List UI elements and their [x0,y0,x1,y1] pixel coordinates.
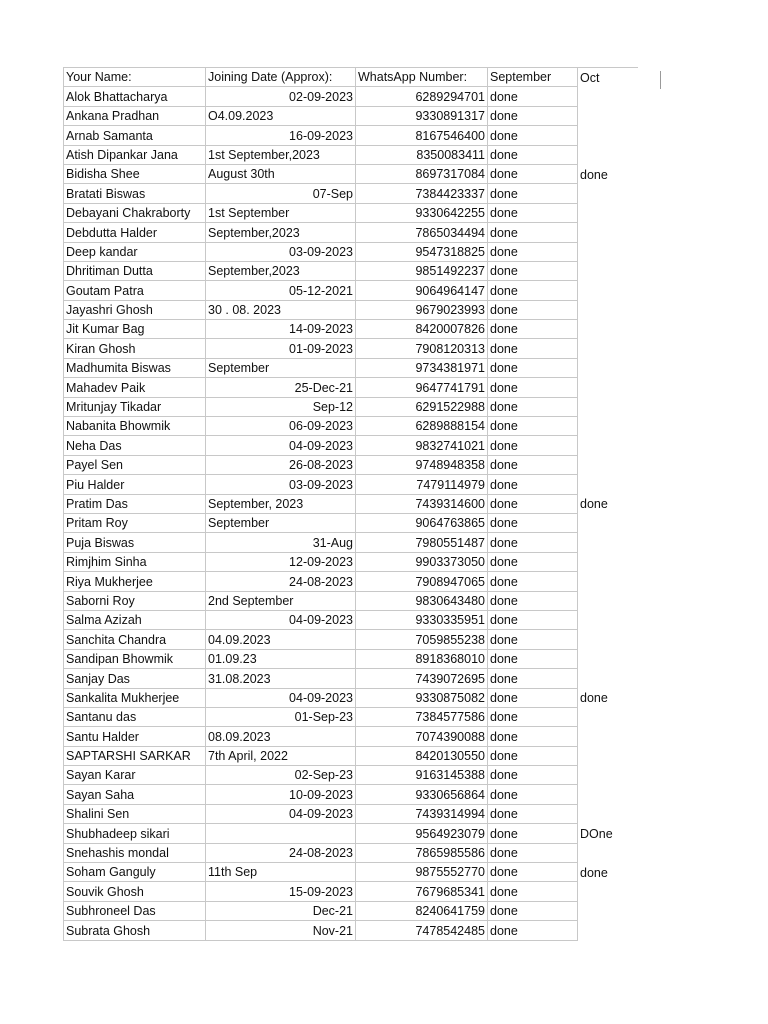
cell-september[interactable]: done [488,126,578,145]
cell-name[interactable]: Riya Mukherjee [64,572,206,591]
cell-september[interactable]: done [488,281,578,300]
cell-oct[interactable] [578,87,638,106]
cell-oct[interactable] [578,145,638,164]
cell-whatsapp-number[interactable]: 7074390088 [356,727,488,746]
cell-oct[interactable] [578,804,638,823]
cell-name[interactable]: Jit Kumar Bag [64,320,206,339]
cell-oct[interactable] [578,242,638,261]
cell-whatsapp-number[interactable]: 7439072695 [356,669,488,688]
cell-september[interactable]: done [488,378,578,397]
cell-september[interactable]: done [488,300,578,319]
table-row [64,455,638,474]
cell-whatsapp-number[interactable]: 7439314600 [356,494,488,513]
cell-september[interactable]: done [488,494,578,513]
cell-whatsapp-number[interactable]: 9547318825 [356,242,488,261]
cell-september[interactable]: done [488,901,578,920]
cell-oct[interactable] [578,707,638,726]
table-row [64,378,638,397]
cell-oct[interactable] [578,261,638,280]
cell-name[interactable]: Rimjhim Sinha [64,552,206,571]
table-row [64,223,638,242]
cell-oct[interactable] [578,843,638,862]
cell-whatsapp-number[interactable]: 8350083411 [356,145,488,164]
table-row [64,184,638,203]
cell-september[interactable]: done [488,87,578,106]
cell-joining-date[interactable]: 04-09-2023 [206,436,356,455]
cell-september[interactable]: done [488,223,578,242]
table-row [64,417,638,436]
cell-whatsapp-number[interactable]: 7059855238 [356,630,488,649]
text-cursor [660,71,661,89]
cell-joining-date[interactable]: September [206,513,356,532]
cell-september[interactable]: done [488,610,578,629]
table-row [64,630,638,649]
cell-name[interactable]: Santu Halder [64,727,206,746]
cell-september[interactable]: done [488,630,578,649]
cell-joining-date[interactable]: Dec-21 [206,901,356,920]
sheet-body [64,68,638,941]
cell-name[interactable]: Sankalita Mukherjee [64,688,206,707]
table-row [64,436,638,455]
cell-september[interactable]: done [488,513,578,532]
cell-september[interactable]: done [488,921,578,940]
cell-joining-date[interactable]: 12-09-2023 [206,552,356,571]
cell-september[interactable]: done [488,843,578,862]
cell-name[interactable]: Souvik Ghosh [64,882,206,901]
table-row [64,921,638,940]
table-row [64,320,638,339]
cell-september[interactable]: done [488,552,578,571]
cell-september[interactable]: done [488,106,578,125]
cell-joining-date[interactable]: 02-Sep-23 [206,766,356,785]
table-row [64,300,638,319]
table-row [64,901,638,920]
cell-whatsapp-number[interactable]: 8420007826 [356,320,488,339]
cell-name[interactable]: Dhritiman Dutta [64,261,206,280]
cell-oct[interactable] [578,533,638,552]
cell-oct[interactable] [578,591,638,610]
cell-name[interactable]: Subhroneel Das [64,901,206,920]
cell-whatsapp-number[interactable]: 8420130550 [356,746,488,765]
table-row [64,145,638,164]
cell-oct[interactable] [578,669,638,688]
cell-whatsapp-number[interactable]: 6289888154 [356,417,488,436]
cell-whatsapp-number[interactable]: 9163145388 [356,766,488,785]
header-whatsapp-number[interactable]: WhatsApp Number: [356,68,488,87]
cell-whatsapp-number[interactable]: 7384423337 [356,184,488,203]
cell-whatsapp-number[interactable]: 8697317084 [356,164,488,183]
cell-september[interactable]: done [488,436,578,455]
cell-whatsapp-number[interactable]: 9330656864 [356,785,488,804]
cell-name[interactable]: Mritunjay Tikadar [64,397,206,416]
table-row [64,727,638,746]
cell-whatsapp-number[interactable]: 9679023993 [356,300,488,319]
cell-joining-date[interactable]: 7th April, 2022 [206,746,356,765]
cell-joining-date[interactable]: 25-Dec-21 [206,378,356,397]
cell-oct[interactable]: done [578,688,638,707]
cell-joining-date[interactable]: 15-09-2023 [206,882,356,901]
cell-joining-date[interactable]: 01-Sep-23 [206,707,356,726]
cell-whatsapp-number[interactable]: 7679685341 [356,882,488,901]
cell-name[interactable]: Soham Ganguly [64,863,206,882]
cell-whatsapp-number[interactable]: 7865985586 [356,843,488,862]
cell-name[interactable]: Snehashis mondal [64,843,206,862]
cell-oct[interactable]: done [578,863,638,882]
table-row [64,804,638,823]
cell-september[interactable]: done [488,785,578,804]
cell-oct[interactable] [578,921,638,940]
table-row [64,766,638,785]
cell-joining-date[interactable]: 06-09-2023 [206,417,356,436]
cell-oct[interactable] [578,106,638,125]
cell-whatsapp-number[interactable]: 7908947065 [356,572,488,591]
cell-whatsapp-number[interactable]: 9851492237 [356,261,488,280]
header-name[interactable]: Your Name: [64,68,206,87]
cell-name[interactable]: Alok Bhattacharya [64,87,206,106]
cell-joining-date[interactable]: September,2023 [206,261,356,280]
cell-oct[interactable] [578,766,638,785]
cell-oct[interactable] [578,901,638,920]
cell-joining-date[interactable]: Sep-12 [206,397,356,416]
cell-joining-date[interactable]: O4.09.2023 [206,106,356,125]
cell-september[interactable]: done [488,804,578,823]
table-row [64,669,638,688]
table-row [64,843,638,862]
cell-whatsapp-number[interactable]: 9064964147 [356,281,488,300]
cell-oct[interactable] [578,475,638,494]
cell-joining-date[interactable]: 26-08-2023 [206,455,356,474]
table-row [64,610,638,629]
cell-september[interactable]: done [488,184,578,203]
cell-oct[interactable] [578,882,638,901]
cell-name[interactable]: Santanu das [64,707,206,726]
cell-name[interactable]: Ankana Pradhan [64,106,206,125]
cell-oct[interactable] [578,455,638,474]
cell-september[interactable]: done [488,572,578,591]
cell-september[interactable]: done [488,766,578,785]
cell-joining-date[interactable]: 16-09-2023 [206,126,356,145]
cell-joining-date[interactable]: September,2023 [206,223,356,242]
cell-whatsapp-number[interactable]: 7478542485 [356,921,488,940]
cell-september[interactable]: done [488,320,578,339]
cell-whatsapp-number[interactable]: 9748948358 [356,455,488,474]
cell-name[interactable]: Atish Dipankar Jana [64,145,206,164]
cell-whatsapp-number[interactable]: 9832741021 [356,436,488,455]
cell-name[interactable]: Pritam Roy [64,513,206,532]
cell-joining-date[interactable]: 1st September,2023 [206,145,356,164]
cell-september[interactable]: done [488,145,578,164]
table-row [64,649,638,668]
cell-whatsapp-number[interactable]: 7479114979 [356,475,488,494]
cell-name[interactable]: Jayashri Ghosh [64,300,206,319]
cell-name[interactable]: Sandipan Bhowmik [64,649,206,668]
cell-whatsapp-number[interactable]: 7980551487 [356,533,488,552]
table-row [64,397,638,416]
cell-september[interactable]: done [488,164,578,183]
cell-whatsapp-number[interactable]: 9647741791 [356,378,488,397]
cell-oct[interactable] [578,203,638,222]
cell-whatsapp-number[interactable]: 7439314994 [356,804,488,823]
cell-oct[interactable] [578,126,638,145]
cell-joining-date[interactable]: 11th Sep [206,863,356,882]
cell-joining-date[interactable]: September, 2023 [206,494,356,513]
cell-september[interactable]: done [488,669,578,688]
cell-whatsapp-number[interactable]: 6289294701 [356,87,488,106]
cell-joining-date[interactable]: 14-09-2023 [206,320,356,339]
cell-name[interactable]: Deep kandar [64,242,206,261]
cell-name[interactable]: Sanjay Das [64,669,206,688]
table-row [64,358,638,377]
cell-oct[interactable] [578,184,638,203]
cell-name[interactable]: Pratim Das [64,494,206,513]
cell-joining-date[interactable]: 30 . 08. 2023 [206,300,356,319]
cell-oct[interactable]: done [578,494,638,513]
cell-joining-date[interactable]: 02-09-2023 [206,87,356,106]
cell-september[interactable]: done [488,417,578,436]
cell-joining-date[interactable]: 08.09.2023 [206,727,356,746]
cell-joining-date[interactable]: 10-09-2023 [206,785,356,804]
cell-whatsapp-number[interactable]: 9330891317 [356,106,488,125]
cell-name[interactable]: SAPTARSHI SARKAR [64,746,206,765]
cell-september[interactable]: done [488,649,578,668]
cell-september[interactable]: done [488,746,578,765]
table-row [64,281,638,300]
cell-name[interactable]: Subrata Ghosh [64,921,206,940]
cell-joining-date[interactable]: 04-09-2023 [206,610,356,629]
cell-whatsapp-number[interactable]: 9734381971 [356,358,488,377]
table-row [64,688,638,707]
table-row [64,863,638,882]
table-row [64,572,638,591]
cell-joining-date[interactable] [206,824,356,843]
table-row [64,475,638,494]
cell-name[interactable]: Goutam Patra [64,281,206,300]
cell-whatsapp-number[interactable]: 9330642255 [356,203,488,222]
table-row [64,242,638,261]
cell-whatsapp-number[interactable]: 9330875082 [356,688,488,707]
table-row [64,203,638,222]
cell-whatsapp-number[interactable]: 7908120313 [356,339,488,358]
cell-september[interactable]: done [488,397,578,416]
cell-joining-date[interactable]: 03-09-2023 [206,475,356,494]
table-row [64,261,638,280]
header-row [64,68,638,87]
cell-name[interactable]: Mahadev Paik [64,378,206,397]
cell-name[interactable]: Sayan Saha [64,785,206,804]
cell-september[interactable]: done [488,824,578,843]
cell-name[interactable]: Saborni Roy [64,591,206,610]
cell-whatsapp-number[interactable]: 6291522988 [356,397,488,416]
cell-whatsapp-number[interactable]: 8167546400 [356,126,488,145]
cell-name[interactable]: Debayani Chakraborty [64,203,206,222]
cell-oct[interactable] [578,358,638,377]
cell-oct[interactable]: DOne [578,824,638,843]
cell-name[interactable]: Piu Halder [64,475,206,494]
table-row [64,87,638,106]
table-row [64,533,638,552]
cell-name[interactable]: Payel Sen [64,455,206,474]
cell-name[interactable]: Salma Azizah [64,610,206,629]
cell-oct[interactable] [578,339,638,358]
table-row [64,106,638,125]
cell-september[interactable]: done [488,863,578,882]
table-row [64,707,638,726]
cell-joining-date[interactable]: 04-09-2023 [206,688,356,707]
cell-joining-date[interactable]: 07-Sep [206,184,356,203]
cell-name[interactable]: Kiran Ghosh [64,339,206,358]
cell-name[interactable]: Madhumita Biswas [64,358,206,377]
cell-joining-date[interactable]: August 30th [206,164,356,183]
table-row [64,513,638,532]
cell-name[interactable]: Shalini Sen [64,804,206,823]
cell-name[interactable]: Debdutta Halder [64,223,206,242]
cell-september[interactable]: done [488,591,578,610]
cell-oct[interactable]: done [578,164,638,183]
cell-whatsapp-number[interactable]: 9330335951 [356,610,488,629]
cell-september[interactable]: done [488,261,578,280]
table-row [64,591,638,610]
cell-joining-date[interactable]: 01.09.23 [206,649,356,668]
cell-name[interactable]: Puja Biswas [64,533,206,552]
cell-september[interactable]: done [488,533,578,552]
cell-oct[interactable] [578,436,638,455]
table-row [64,785,638,804]
cell-september[interactable]: done [488,358,578,377]
cell-joining-date[interactable]: 04.09.2023 [206,630,356,649]
cell-oct[interactable] [578,417,638,436]
cell-joining-date[interactable]: 31-Aug [206,533,356,552]
header-oct[interactable]: Oct [578,68,638,87]
cell-name[interactable]: Shubhadeep sikari [64,824,206,843]
cell-oct[interactable] [578,610,638,629]
cell-joining-date[interactable]: 03-09-2023 [206,242,356,261]
cell-oct[interactable] [578,378,638,397]
cell-oct[interactable] [578,513,638,532]
cell-oct[interactable] [578,223,638,242]
cell-joining-date[interactable]: 04-09-2023 [206,804,356,823]
cell-name[interactable]: Bratati Biswas [64,184,206,203]
table-row [64,494,638,513]
table-row [64,552,638,571]
cell-whatsapp-number[interactable]: 9830643480 [356,591,488,610]
cell-joining-date[interactable]: Nov-21 [206,921,356,940]
cell-oct[interactable] [578,572,638,591]
cell-whatsapp-number[interactable]: 9875552770 [356,863,488,882]
cell-whatsapp-number[interactable]: 9903373050 [356,552,488,571]
header-september[interactable]: September [488,68,578,87]
cell-oct[interactable] [578,552,638,571]
cell-oct[interactable] [578,746,638,765]
cell-joining-date[interactable]: 1st September [206,203,356,222]
cell-whatsapp-number[interactable]: 7865034494 [356,223,488,242]
cell-oct[interactable] [578,630,638,649]
table-row [64,882,638,901]
cell-september[interactable]: done [488,455,578,474]
cell-name[interactable]: Sanchita Chandra [64,630,206,649]
cell-name[interactable]: Arnab Samanta [64,126,206,145]
cell-september[interactable]: done [488,339,578,358]
member-sheet-table [63,67,638,941]
cell-joining-date[interactable]: 31.08.2023 [206,669,356,688]
cell-september[interactable]: done [488,707,578,726]
cell-september[interactable]: done [488,475,578,494]
cell-name[interactable]: Neha Das [64,436,206,455]
cell-september[interactable]: done [488,882,578,901]
cell-joining-date[interactable]: 05-12-2021 [206,281,356,300]
cell-september[interactable]: done [488,727,578,746]
cell-whatsapp-number[interactable]: 9564923079 [356,824,488,843]
table-row [64,339,638,358]
cell-joining-date[interactable]: September [206,358,356,377]
cell-oct[interactable] [578,320,638,339]
cell-september[interactable]: done [488,688,578,707]
header-joining-date[interactable]: Joining Date (Approx): [206,68,356,87]
cell-joining-date[interactable]: 01-09-2023 [206,339,356,358]
cell-oct[interactable] [578,785,638,804]
table-row [64,126,638,145]
cell-name[interactable]: Bidisha Shee [64,164,206,183]
cell-oct[interactable] [578,727,638,746]
cell-joining-date[interactable]: 24-08-2023 [206,572,356,591]
cell-joining-date[interactable]: 2nd September [206,591,356,610]
cell-september[interactable]: done [488,242,578,261]
cell-name[interactable]: Nabanita Bhowmik [64,417,206,436]
cell-whatsapp-number[interactable]: 8918368010 [356,649,488,668]
cell-oct[interactable] [578,649,638,668]
cell-oct[interactable] [578,397,638,416]
table-row [64,746,638,765]
cell-whatsapp-number[interactable]: 8240641759 [356,901,488,920]
table-row [64,824,638,843]
cell-oct[interactable] [578,300,638,319]
table-row [64,164,638,183]
cell-joining-date[interactable]: 24-08-2023 [206,843,356,862]
cell-september[interactable]: done [488,203,578,222]
cell-whatsapp-number[interactable]: 7384577586 [356,707,488,726]
cell-oct[interactable] [578,281,638,300]
cell-whatsapp-number[interactable]: 9064763865 [356,513,488,532]
cell-name[interactable]: Sayan Karar [64,766,206,785]
